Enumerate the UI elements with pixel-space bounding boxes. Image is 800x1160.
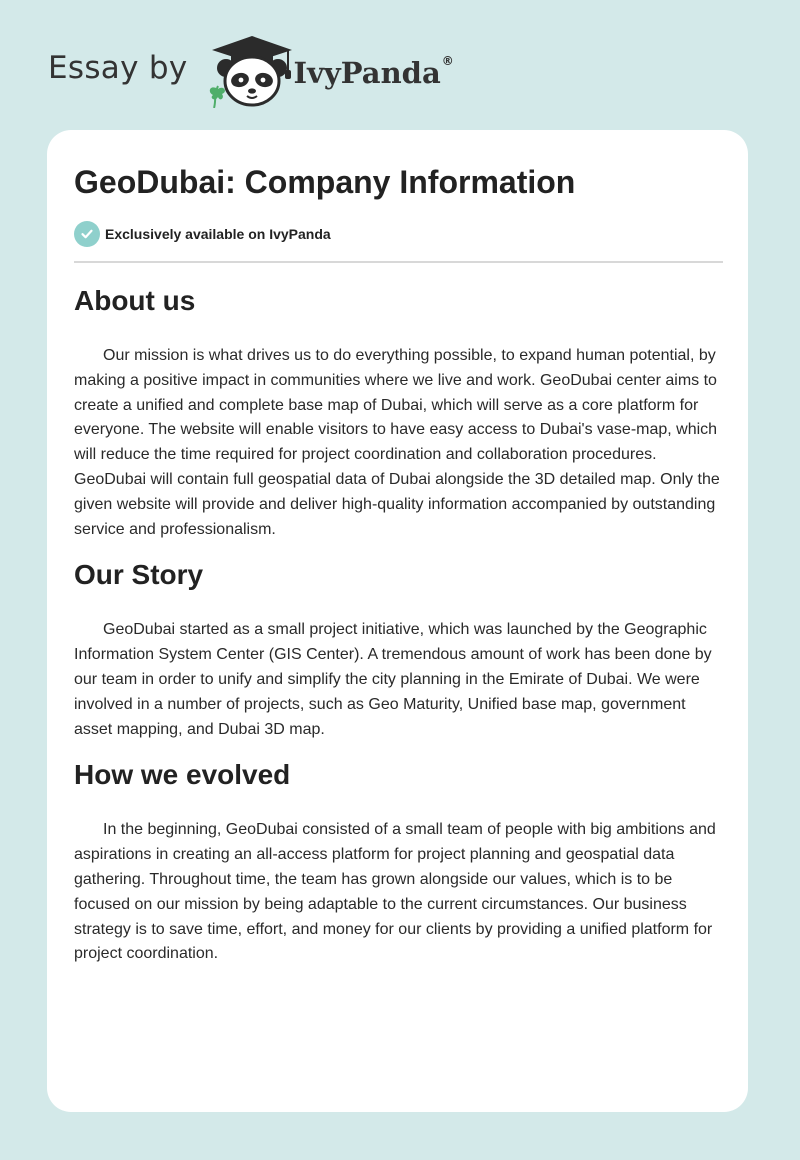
section-paragraph: In the beginning, GeoDubai consisted of a small team of people with big ambitions and aspirations in creating an all-access platform for project planning and geospatial data gathering. Throughout time, the team has grown alongside our values, which is to be focused on our mission by being adaptable to the current circumstances. Our business strategy is to save time, effort, and money for our clients by providing a unified platform for project coordination. (74, 821, 716, 963)
section-heading: Our Story (74, 559, 204, 591)
check-icon (74, 221, 100, 247)
section-how-we-evolved (74, 756, 723, 967)
check-icon-glyph (80, 227, 94, 241)
article-body (74, 282, 723, 967)
brand-name-text: IvyPanda (293, 56, 441, 90)
document-card (47, 130, 748, 1112)
panda-graduate-icon[interactable] (204, 34, 300, 108)
section-heading: About us (74, 285, 196, 316)
section-about-us (74, 282, 723, 542)
badge-text: Exclusively available on IvyPanda (105, 226, 331, 242)
section-our-story (74, 556, 723, 742)
section-paragraph: Our mission is what drives us to do everything possible, to expand human potential, by making a positive impact in communities where we live and work. GeoDubai center aims to create a unified and complete base map of Dubai, which will serve as a core platform for everyone. The website will enable visitors to have easy access to Dubai's vase-map, which will reduce the time required for project coordination and collaboration procedures. GeoDubai will contain full geospatial data of Dubai alongside the 3D detailed map. Only the given website will provide and deliver high-quality information accompanied by outstanding service and professionalism. (74, 347, 720, 538)
exclusive-badge (74, 221, 331, 247)
page-title: GeoDubai: Company Information (74, 164, 576, 200)
brand-name (294, 56, 454, 90)
title-divider (74, 261, 723, 263)
registered-mark: ® (441, 54, 454, 68)
section-heading: How we evolved (74, 759, 291, 791)
site-header (48, 34, 454, 108)
brand-prefix: Essay by (48, 50, 188, 86)
section-paragraph: GeoDubai started as a small project initiative, which was launched by the Geographic Information System Center (GIS Center). A tremendous amount of work has been done by our team in order to unify and simplify the city planning in the Emirate of Dubai. We were involved in a number of projects, such as Geo Maturity, Unified base map, government asset mapping, and Dubai 3D map. (74, 621, 712, 738)
